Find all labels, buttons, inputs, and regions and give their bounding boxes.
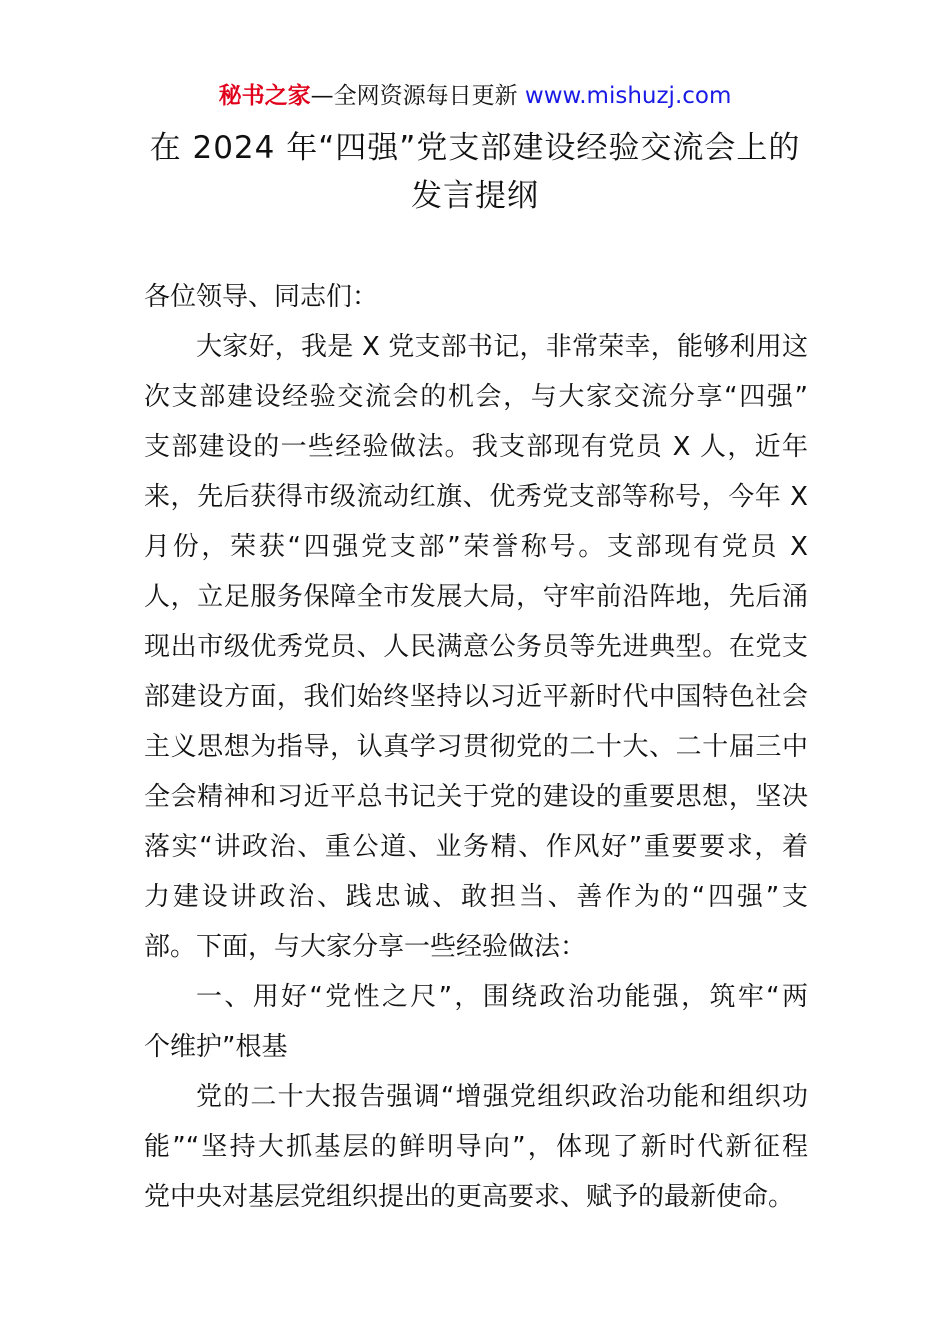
site-brand: 秘书之家 bbox=[218, 83, 311, 109]
body-line: 全会精神和习近平总书记关于党的建设的重要思想，坚决 bbox=[144, 782, 808, 812]
body-line: 大家好，我是 X 党支部书记，非常荣幸，能够利用这 bbox=[196, 332, 808, 362]
body-line: 月份，荣获“四强党支部”荣誉称号。支部现有党员 X bbox=[144, 532, 808, 562]
body-line: 部。下面，与大家分享一些经验做法： bbox=[144, 932, 587, 962]
document-title-line-1: 在 2024 年“四强”党支部建设经验交流会上的 bbox=[149, 130, 801, 166]
body-line: 次支部建设经验交流会的机会，与大家交流分享“四强” bbox=[144, 382, 808, 412]
site-tagline: —全网资源每日更新 bbox=[310, 83, 525, 109]
body-line: 力建设讲政治、践忠诚、敢担当、善作为的“四强”支 bbox=[144, 882, 808, 912]
body-line: 现出市级优秀党员、人民满意公务员等先进典型。在党支 bbox=[144, 632, 808, 662]
body-line: 党中央对基层党组织提出的更高要求、赋予的最新使命。 bbox=[144, 1182, 795, 1212]
body-line: 支部建设的一些经验做法。我支部现有党员 X 人，近年 bbox=[144, 432, 808, 462]
section-heading-line: 个维护”根基 bbox=[144, 1032, 288, 1062]
body-line: 能”“坚持大抓基层的鲜明导向”，体现了新时代新征程 bbox=[144, 1132, 808, 1162]
salutation: 各位领导、同志们： bbox=[144, 282, 379, 312]
body-line: 党的二十大报告强调“增强党组织政治功能和组织功 bbox=[196, 1082, 808, 1112]
site-url-link[interactable]: www.mishuzj.com bbox=[524, 83, 732, 109]
body-line: 落实“讲政治、重公道、业务精、作风好”重要要求，着 bbox=[144, 832, 808, 862]
body-line: 部建设方面，我们始终坚持以习近平新时代中国特色社会 bbox=[144, 682, 808, 712]
document-title-line-2: 发言提纲 bbox=[411, 178, 539, 214]
body-line: 人，立足服务保障全市发展大局，守牢前沿阵地，先后涌 bbox=[144, 582, 808, 612]
body-line: 主义思想为指导，认真学习贯彻党的二十大、二十届三中 bbox=[144, 732, 808, 762]
site-banner bbox=[0, 80, 950, 112]
section-heading-line: 一、用好“党性之尺”，围绕政治功能强，筑牢“两 bbox=[196, 982, 808, 1012]
body-line: 来，先后获得市级流动红旗、优秀党支部等称号，今年 X bbox=[144, 482, 808, 512]
